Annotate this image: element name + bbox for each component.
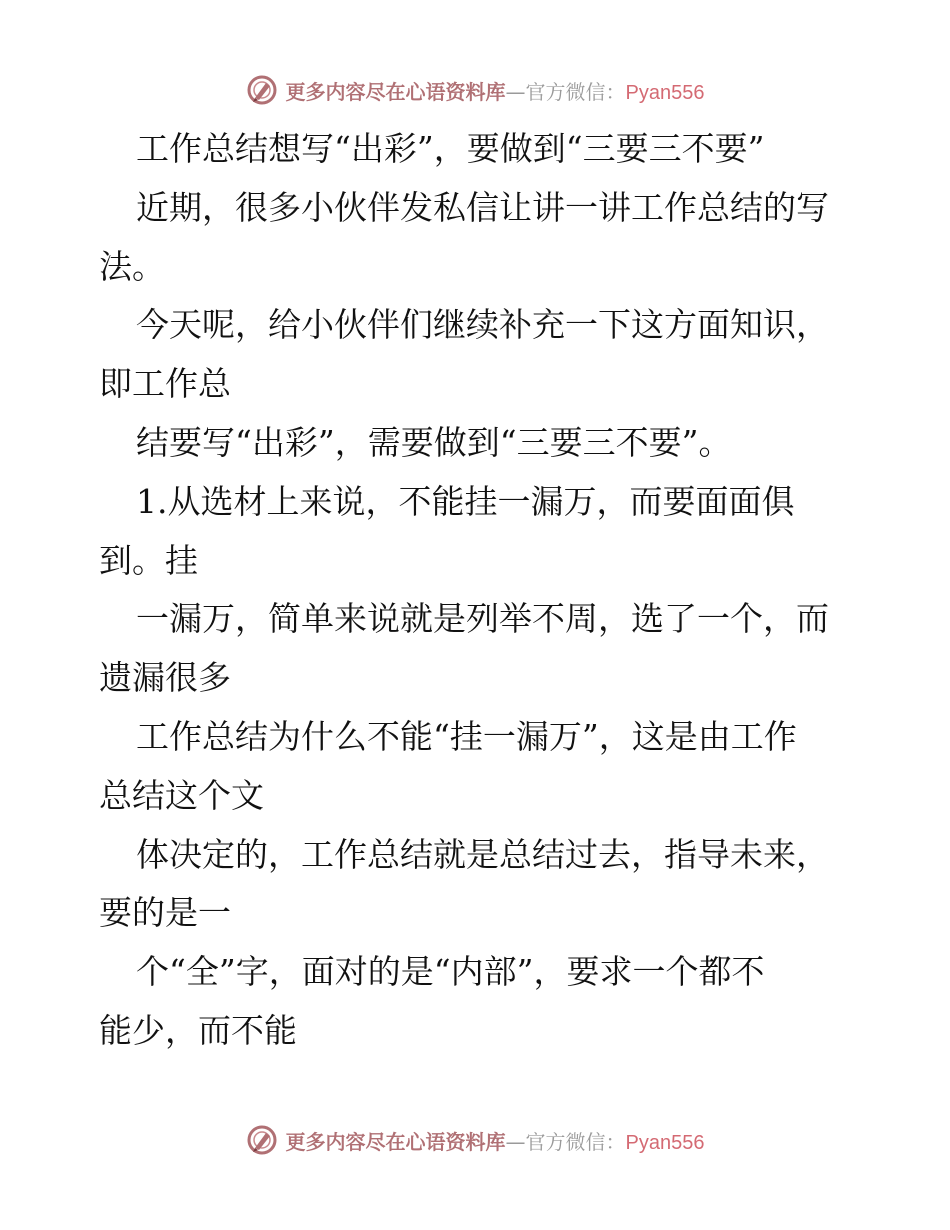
paragraph-line: 工作总结为什么不能“挂一漏万”，这是由工作	[136, 716, 797, 756]
paragraph-line: 总结这个文	[99, 775, 264, 815]
paragraph-line: 到。挂	[99, 540, 198, 580]
watermark-separator: —	[505, 1129, 526, 1154]
pen-nib-logo-icon	[246, 74, 278, 106]
paragraph-line: 要的是一	[99, 893, 231, 933]
paragraph-line: 遗漏很多	[99, 658, 231, 698]
paragraph-line: 今天呢，给小伙伴们继续补充一下这方面知识，	[136, 305, 829, 345]
paragraph-line: 一漏万，简单来说就是列举不周，选了一个，而	[136, 599, 829, 639]
footer-watermark	[0, 1120, 950, 1160]
watermark-text	[286, 76, 705, 105]
paragraph-line: 体决定的，工作总结就是总结过去，指导未来，	[136, 834, 829, 874]
paragraph-line: 法。	[99, 246, 165, 286]
watermark-wechat-id: Pyan556	[625, 81, 705, 104]
watermark-text	[286, 1126, 705, 1155]
paragraph-line: 个“全”字，面对的是“内部”，要求一个都不	[136, 952, 765, 992]
paragraph-line: 1.从选材上来说，不能挂一漏万，而要面面俱	[136, 481, 795, 521]
header-watermark	[0, 70, 950, 110]
watermark-main-text: 更多内容尽在心语资料库	[285, 79, 506, 104]
document-body	[99, 120, 859, 1061]
document-title-line: 工作总结想写“出彩”，要做到“三要三不要”	[136, 129, 765, 168]
paragraph-line: 近期，很多小伙伴发私信让讲一讲工作总结的写	[136, 187, 829, 227]
watermark-main-text: 更多内容尽在心语资料库	[285, 1129, 506, 1154]
paragraph-line: 结要写“出彩”，需要做到“三要三不要”。	[136, 422, 732, 462]
pen-nib-logo-icon	[246, 1124, 278, 1156]
watermark-wechat-id: Pyan556	[625, 1131, 705, 1154]
watermark-wechat-label: 官方微信：	[525, 79, 626, 104]
paragraph-line: 能少，而不能	[99, 1010, 297, 1050]
watermark-wechat-label: 官方微信：	[525, 1129, 626, 1154]
watermark-separator: —	[505, 79, 526, 104]
paragraph-line: 即工作总	[99, 364, 231, 404]
